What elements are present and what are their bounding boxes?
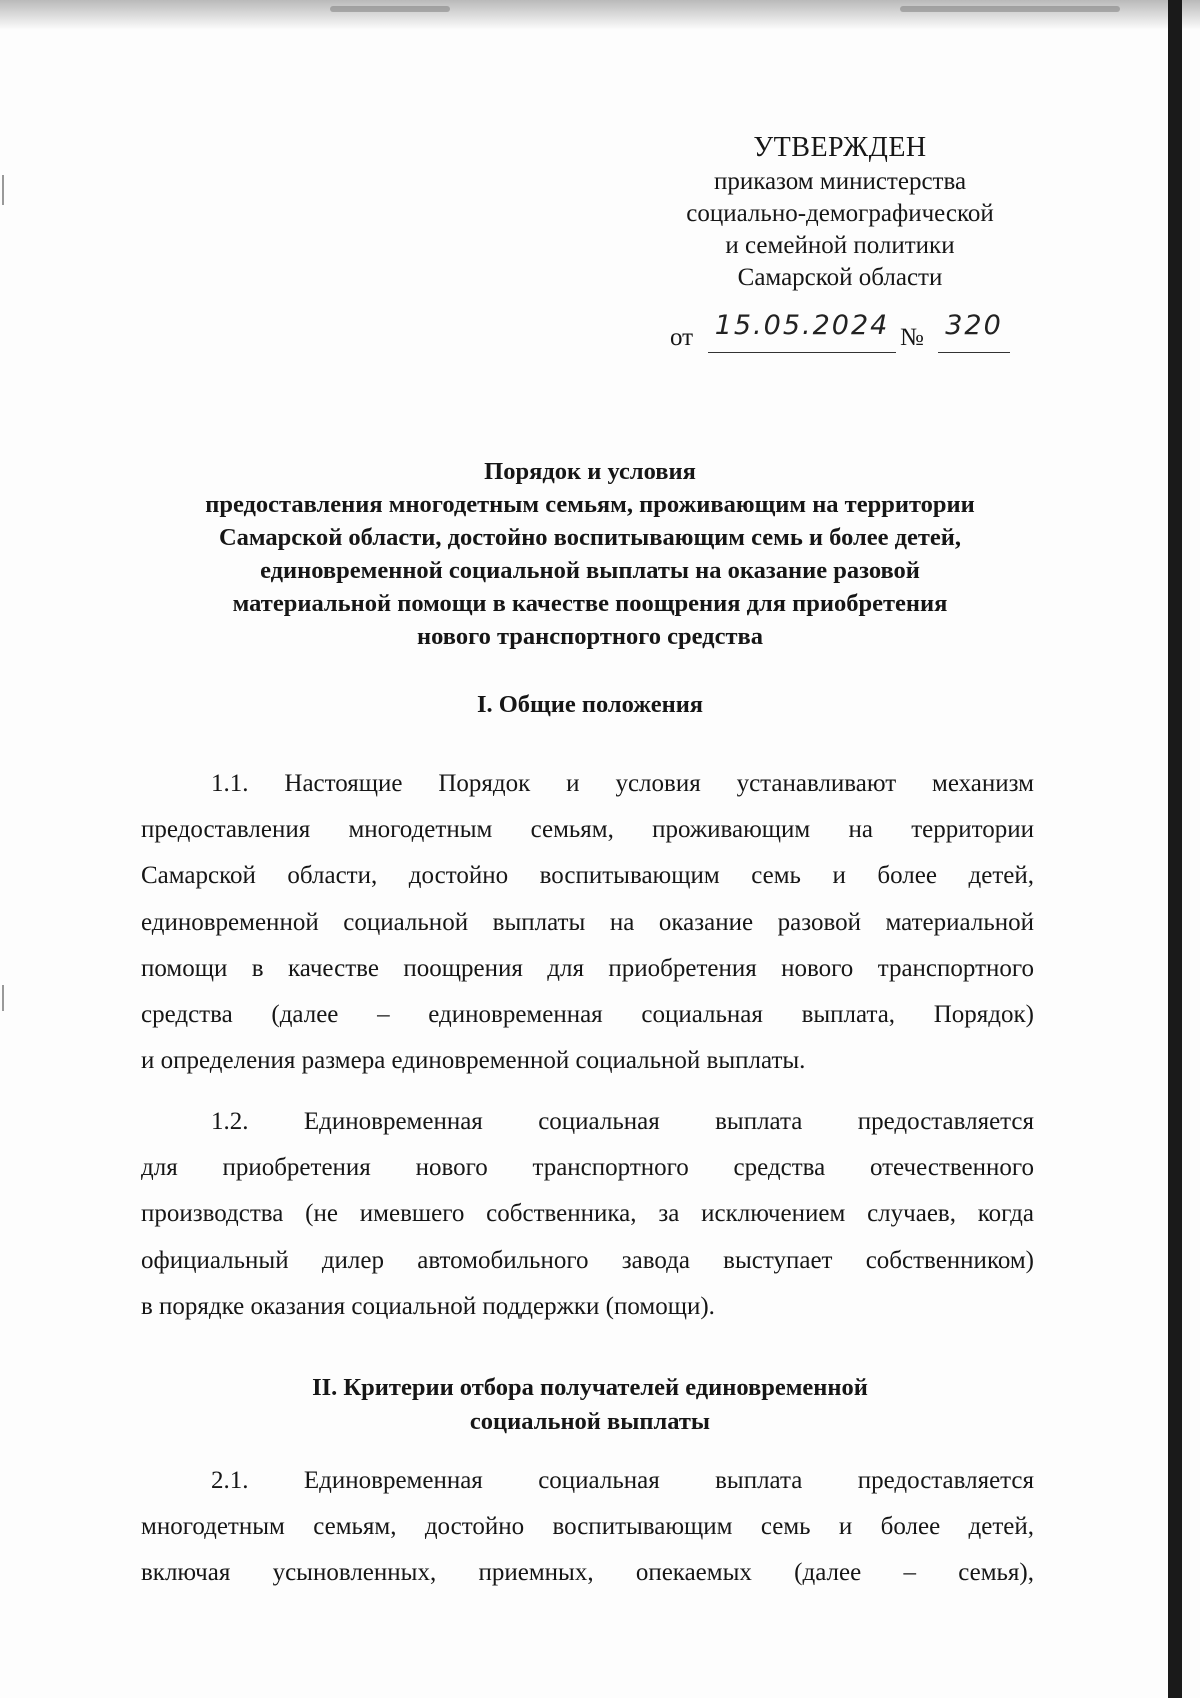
handwritten-date: 15.05.2024 [714,310,890,341]
paragraph-line: 1.2. Единовременная социальная выплата предоставляется [211,1108,1034,1135]
paragraph-line: официальный дилер автомобильного завода выступает собственником) [141,1246,1034,1274]
approval-line: социально-демографической [686,200,994,227]
approval-stamp-block [640,132,1040,294]
section-heading-line: II. Критерии отбора получателей единовременной [312,1374,868,1401]
number-label: № [900,324,924,351]
paragraph-line: многодетным семьям, достойно воспитывающим семь и более детей, [141,1513,1034,1541]
title-line: нового транспортного средства [417,623,763,650]
scan-top-shadow [0,0,1200,30]
paragraph-line: включая усыновленных, приемных, опекаемых (далее – семья), [141,1559,1034,1587]
section-1-heading [140,688,1040,722]
scan-artifact [2,985,4,1011]
approval-line: Самарской области [737,264,943,291]
date-field [708,310,896,353]
scan-edge-bar [1168,0,1182,1698]
paragraph-line: Самарской области, достойно воспитывающим семь и более детей, [141,862,1034,890]
title-line: материальной помощи в качестве поощрения для приобретения [232,590,948,617]
approval-date-row [670,310,1030,358]
date-prefix: от [670,324,694,351]
paragraph-line: для приобретения нового транспортного средства отечественного [141,1154,1034,1182]
paragraph-1-2 [141,1099,1034,1330]
approval-line: и семейной политики [725,232,955,259]
paragraph-line: 2.1. Единовременная социальная выплата предоставляется [211,1467,1034,1494]
paragraph-line: средства (далее – единовременная социальная выплата, Порядок) [141,1000,1034,1028]
paragraph-line: производства (не имевшего собственника, за исключением случаев, когда [141,1200,1034,1228]
number-field [938,310,1010,353]
paragraph-line: предоставления многодетным семьям, проживающим на территории [141,816,1034,844]
paragraph-line: и определения размера единовременной социальной выплаты. [141,1047,806,1075]
paragraph-1-1 [141,761,1034,1084]
title-line: единовременной социальной выплаты на оказание разовой [260,557,920,584]
paragraph-2-1 [141,1458,1034,1597]
title-line: предоставления многодетным семьям, проживающим на территории [205,491,975,518]
section-heading-line: I. Общие положения [476,691,704,718]
section-2-heading [140,1371,1040,1439]
approval-heading: УТВЕРЖДЕН [753,132,927,163]
title-line: Самарской области, достойно воспитывающим семь и более детей, [218,524,962,551]
paragraph-line: в порядке оказания социальной поддержки (помощи). [141,1292,715,1320]
handwritten-number: 320 [945,310,1003,341]
paragraph-line: единовременной социальной выплаты на оказание разовой материальной [141,908,1034,936]
paragraph-line: 1.1. Настоящие Порядок и условия устанавливают механизм [211,770,1034,797]
title-line: Порядок и условия [484,458,696,485]
scan-artifact [2,175,4,205]
paragraph-line: помощи в качестве поощрения для приобретения нового транспортного [141,954,1034,982]
scan-artifact [900,6,1120,12]
document-title [140,455,1040,653]
section-heading-line: социальной выплаты [469,1408,711,1435]
approval-line: приказом министерства [713,168,967,195]
scan-artifact [330,6,450,12]
